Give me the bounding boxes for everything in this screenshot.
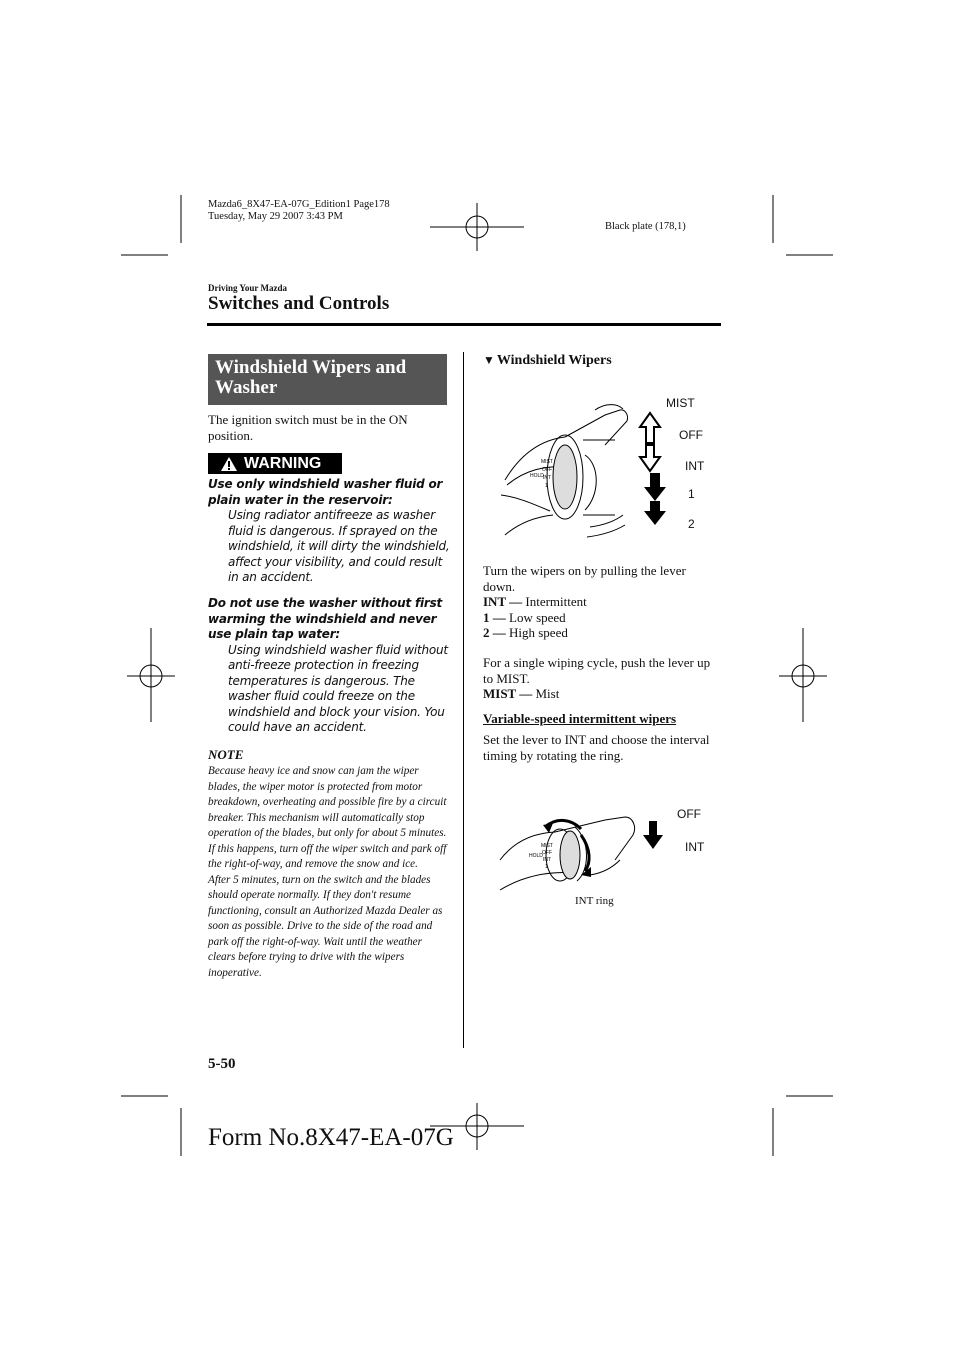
svg-text:MIST: MIST	[541, 843, 553, 849]
fig1-label-off: OFF	[679, 428, 703, 442]
single-cycle-text: For a single wiping cycle, push the lever up to MIST.	[483, 655, 711, 686]
fig1-label-1: 1	[688, 487, 695, 501]
fig1-label-mist: MIST	[666, 396, 695, 410]
note-body	[208, 764, 450, 981]
fig2-label-off: OFF	[677, 807, 701, 821]
variable-speed-heading: Variable-speed intermittent wipers	[483, 711, 677, 726]
print-meta-line1: Mazda6_8X47-EA-07G_Edition1 Page178	[208, 199, 390, 210]
topic-heading-line1: Windshield Wipers and	[215, 357, 407, 378]
svg-text:OFF: OFF	[542, 850, 552, 856]
svg-text:1: 1	[545, 864, 548, 870]
int-ring-caption: INT ring	[575, 895, 614, 907]
svg-text:1: 1	[545, 483, 548, 489]
note-heading: NOTE	[208, 747, 244, 762]
mode-row-mist: MIST — Mist	[483, 686, 560, 701]
int-ring-figure	[495, 805, 705, 895]
page-number: 5-50	[208, 1056, 236, 1072]
svg-text:MIST: MIST	[541, 459, 553, 465]
note-paragraph-1: Because heavy ice and snow can jam the wiper blades, the wiper motor is protected from motor breakdown, overheating and possible fire by a circuit breaker. This mechanism will automatically stop operation of the blades, but only for about 5 minutes.	[208, 765, 447, 839]
note-paragraph-3: After 5 minutes, turn on the switch and the blades should operate normally. If they don't resume functioning, consult an Authorized Mazda Dealer as soon as possible. Drive to the side of the road and park off the right-of-way. Wait until the weather clears before trying to drive with the wipers inoperative.	[208, 873, 443, 979]
topic-heading-line2: Washer	[215, 377, 278, 398]
warning-item-2	[208, 596, 452, 736]
svg-text:HOLD: HOLD	[529, 853, 543, 859]
svg-text:INT: INT	[543, 857, 552, 863]
warning-2-lead: Do not use the washer without first warming the windshield and never use plain tap water:	[208, 596, 443, 641]
svg-text:INT: INT	[543, 475, 552, 481]
plate-label: Black plate (178,1)	[605, 221, 686, 232]
header-rule	[207, 323, 721, 326]
svg-text:OFF: OFF	[542, 467, 552, 473]
mode-row-high: 2 — High speed	[483, 625, 568, 640]
fig1-label-int: INT	[685, 459, 705, 473]
note-paragraph-2: If this happens, turn off the wiper switch and park off the right-of-way, and remove the snow and ice.	[208, 842, 447, 870]
column-divider	[463, 352, 464, 1048]
variable-speed-text: Set the lever to INT and choose the interval timing by rotating the ring.	[483, 732, 710, 763]
mode-row-int: INT — Intermittent	[483, 594, 587, 609]
section-title: Switches and Controls	[208, 293, 390, 314]
mist-text	[483, 655, 717, 702]
print-meta-line2: Tuesday, May 29 2007 3:43 PM	[208, 211, 343, 222]
fig1-label-2: 2	[688, 517, 695, 531]
warning-1-detail: Using radiator antifreeze as washer fluid is dangerous. If sprayed on the windshield, it will dirty the windshield, affect your visibility, and could result in an accident.	[228, 508, 450, 584]
topic-heading-box	[208, 354, 447, 405]
form-number: Form No.8X47-EA-07G	[208, 1124, 454, 1151]
intro-text: The ignition switch must be in the ON position.	[208, 412, 408, 443]
print-metadata	[208, 199, 390, 223]
down-triangle-icon: ▼	[483, 353, 495, 367]
operation-text	[483, 563, 717, 641]
warning-2-detail: Using windshield washer fluid without anti-freeze protection in freezing temperatures is dangerous. The washer fluid could freeze on the windshield and block your vision. You could have an accident.	[228, 642, 448, 734]
mode-row-low: 1 — Low speed	[483, 609, 566, 625]
warning-label: WARNING	[244, 455, 322, 472]
warning-triangle-icon	[220, 456, 238, 472]
wipers-subheading	[483, 353, 612, 369]
warning-badge	[208, 453, 342, 474]
svg-text:HOLD: HOLD	[530, 473, 544, 479]
warning-item-1	[208, 477, 452, 586]
fig2-label-int: INT	[685, 840, 705, 854]
section-kicker: Driving Your Mazda	[208, 283, 288, 293]
wipers-subheading-text: Windshield Wipers	[496, 353, 612, 368]
turn-on-text: Turn the wipers on by pulling the lever down.	[483, 563, 686, 594]
warning-1-lead: Use only windshield washer fluid or plain water in the reservoir:	[208, 477, 443, 507]
